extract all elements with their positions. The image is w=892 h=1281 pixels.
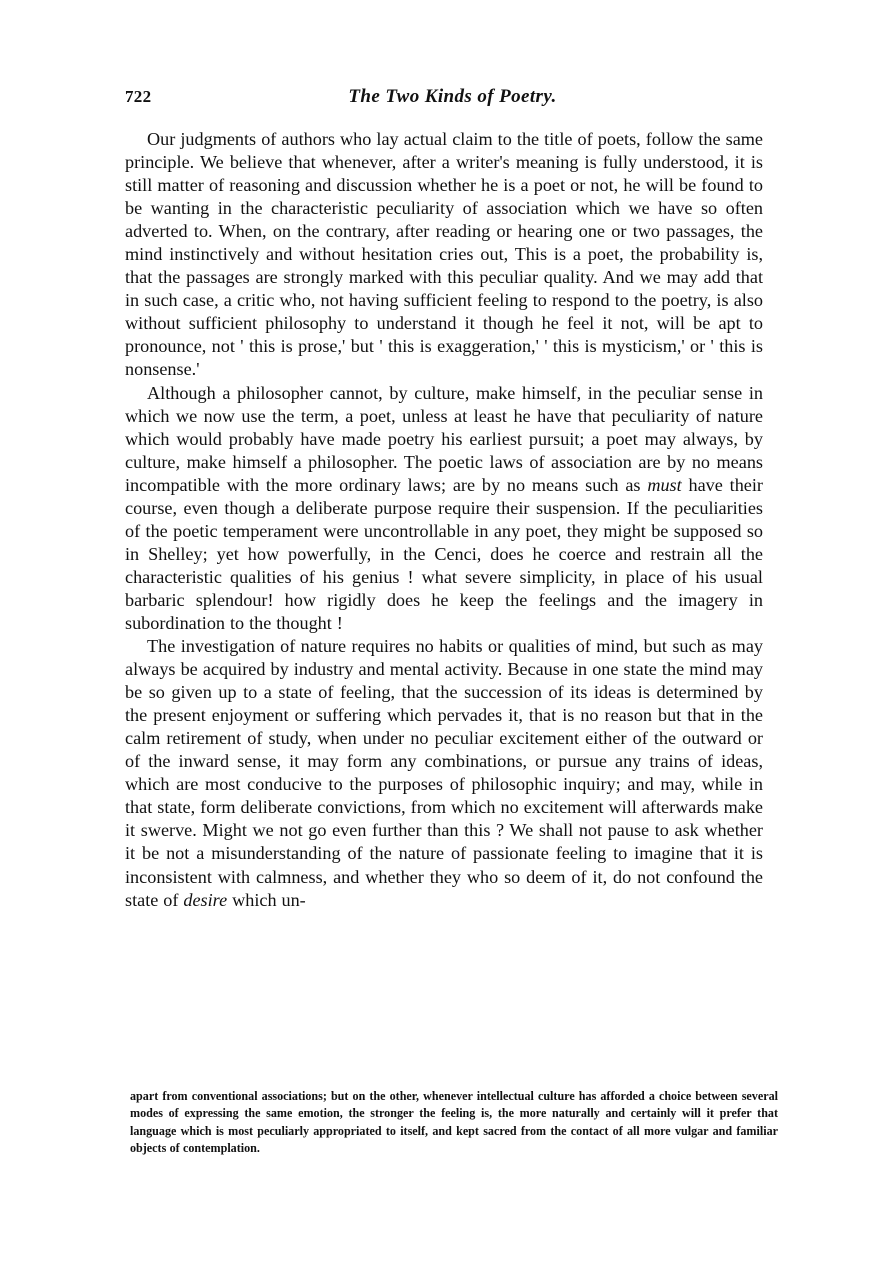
running-head [125, 86, 762, 112]
paragraph: Our judgments of authors who lay actual claim to the title of poets, follow the same principle. We believe that whenever, after a writer's meaning is fully understood, it is still matter of reasoning and discussion whether he is a poet or not, he will be found to be wanting in the characteristic peculiarity of association which we have so often adverted to. When, on the contrary, after reading or hearing one or two passages, the mind instinctively and without hesitation cries out, This is a poet, the probability is, that the passages are strongly marked with this peculiar quality. And we may add that in such case, a critic who, not having sufficient feeling to respond to the poetry, is also without sufficient philosophy to understand it though he feel it not, will be apt to pronounce, not ' this is prose,' but ' this is exaggeration,' ' this is mysticism,' or ' this is nonsense.' [125, 129, 763, 380]
page-number: 722 [125, 87, 152, 106]
running-head-title: The Two Kinds of Poetry. [348, 86, 557, 107]
footnote-text: apart from conventional associations; but on the other, whenever intellectual culture has afforded a choice between several modes of expressing the same emotion, the stronger the feeling is, the more naturally and certainly will it prefer that language which is most peculiarly appropriated to itself, and kept sacred from the contact of all more vulgar and familiar objects of contemplation. [130, 1089, 778, 1155]
paragraph: Although a philosopher cannot, by culture, make himself, in the peculiar sense in which we now use the term, a poet, unless at least he have that peculiarity of nature which would probably have made poetry his earliest pursuit; a poet may always, by culture, make himself a philosopher. The poetic laws of association are by no means incompatible with the more ordinary laws; are by no means such as must have their course, even though a deliberate purpose require their suspension. If the peculiarities of the poetic temperament were uncontrollable in any poet, they might be supposed so in Shelley; yet how powerfully, in the Cenci, does he coerce and restrain all the characteristic qualities of his genius ! what severe simplicity, in place of his usual barbaric splendour! how rigidly does he keep the feelings and the imagery in subordination to the thought ! [125, 382, 763, 633]
paragraph: The investigation of nature requires no habits or qualities of mind, but such as may always be acquired by industry and mental activity. Because in one state the mind may be so given up to a state of feeling, that the succession of its ideas is determined by the present enjoyment or suffering which pervades it, that is no reason but that in the calm retirement of study, when under no peculiar excitement either of the outward or of the inward sense, it may form any combinations, or pursue any trains of ideas, which are most conducive to the purposes of philosophic inquiry; and may, while in that state, form deliberate convictions, from which no excitement will afterwards make it swerve. Might we not go even further than this ? We shall not pause to ask whether it be not a misunderstanding of the nature of passionate feeling to imagine that it is inconsistent with calmness, and whether they who so deem of it, do not confound the state of desire which un- [125, 636, 763, 910]
footnote-block [130, 1088, 778, 1157]
body-text-block [125, 128, 763, 912]
